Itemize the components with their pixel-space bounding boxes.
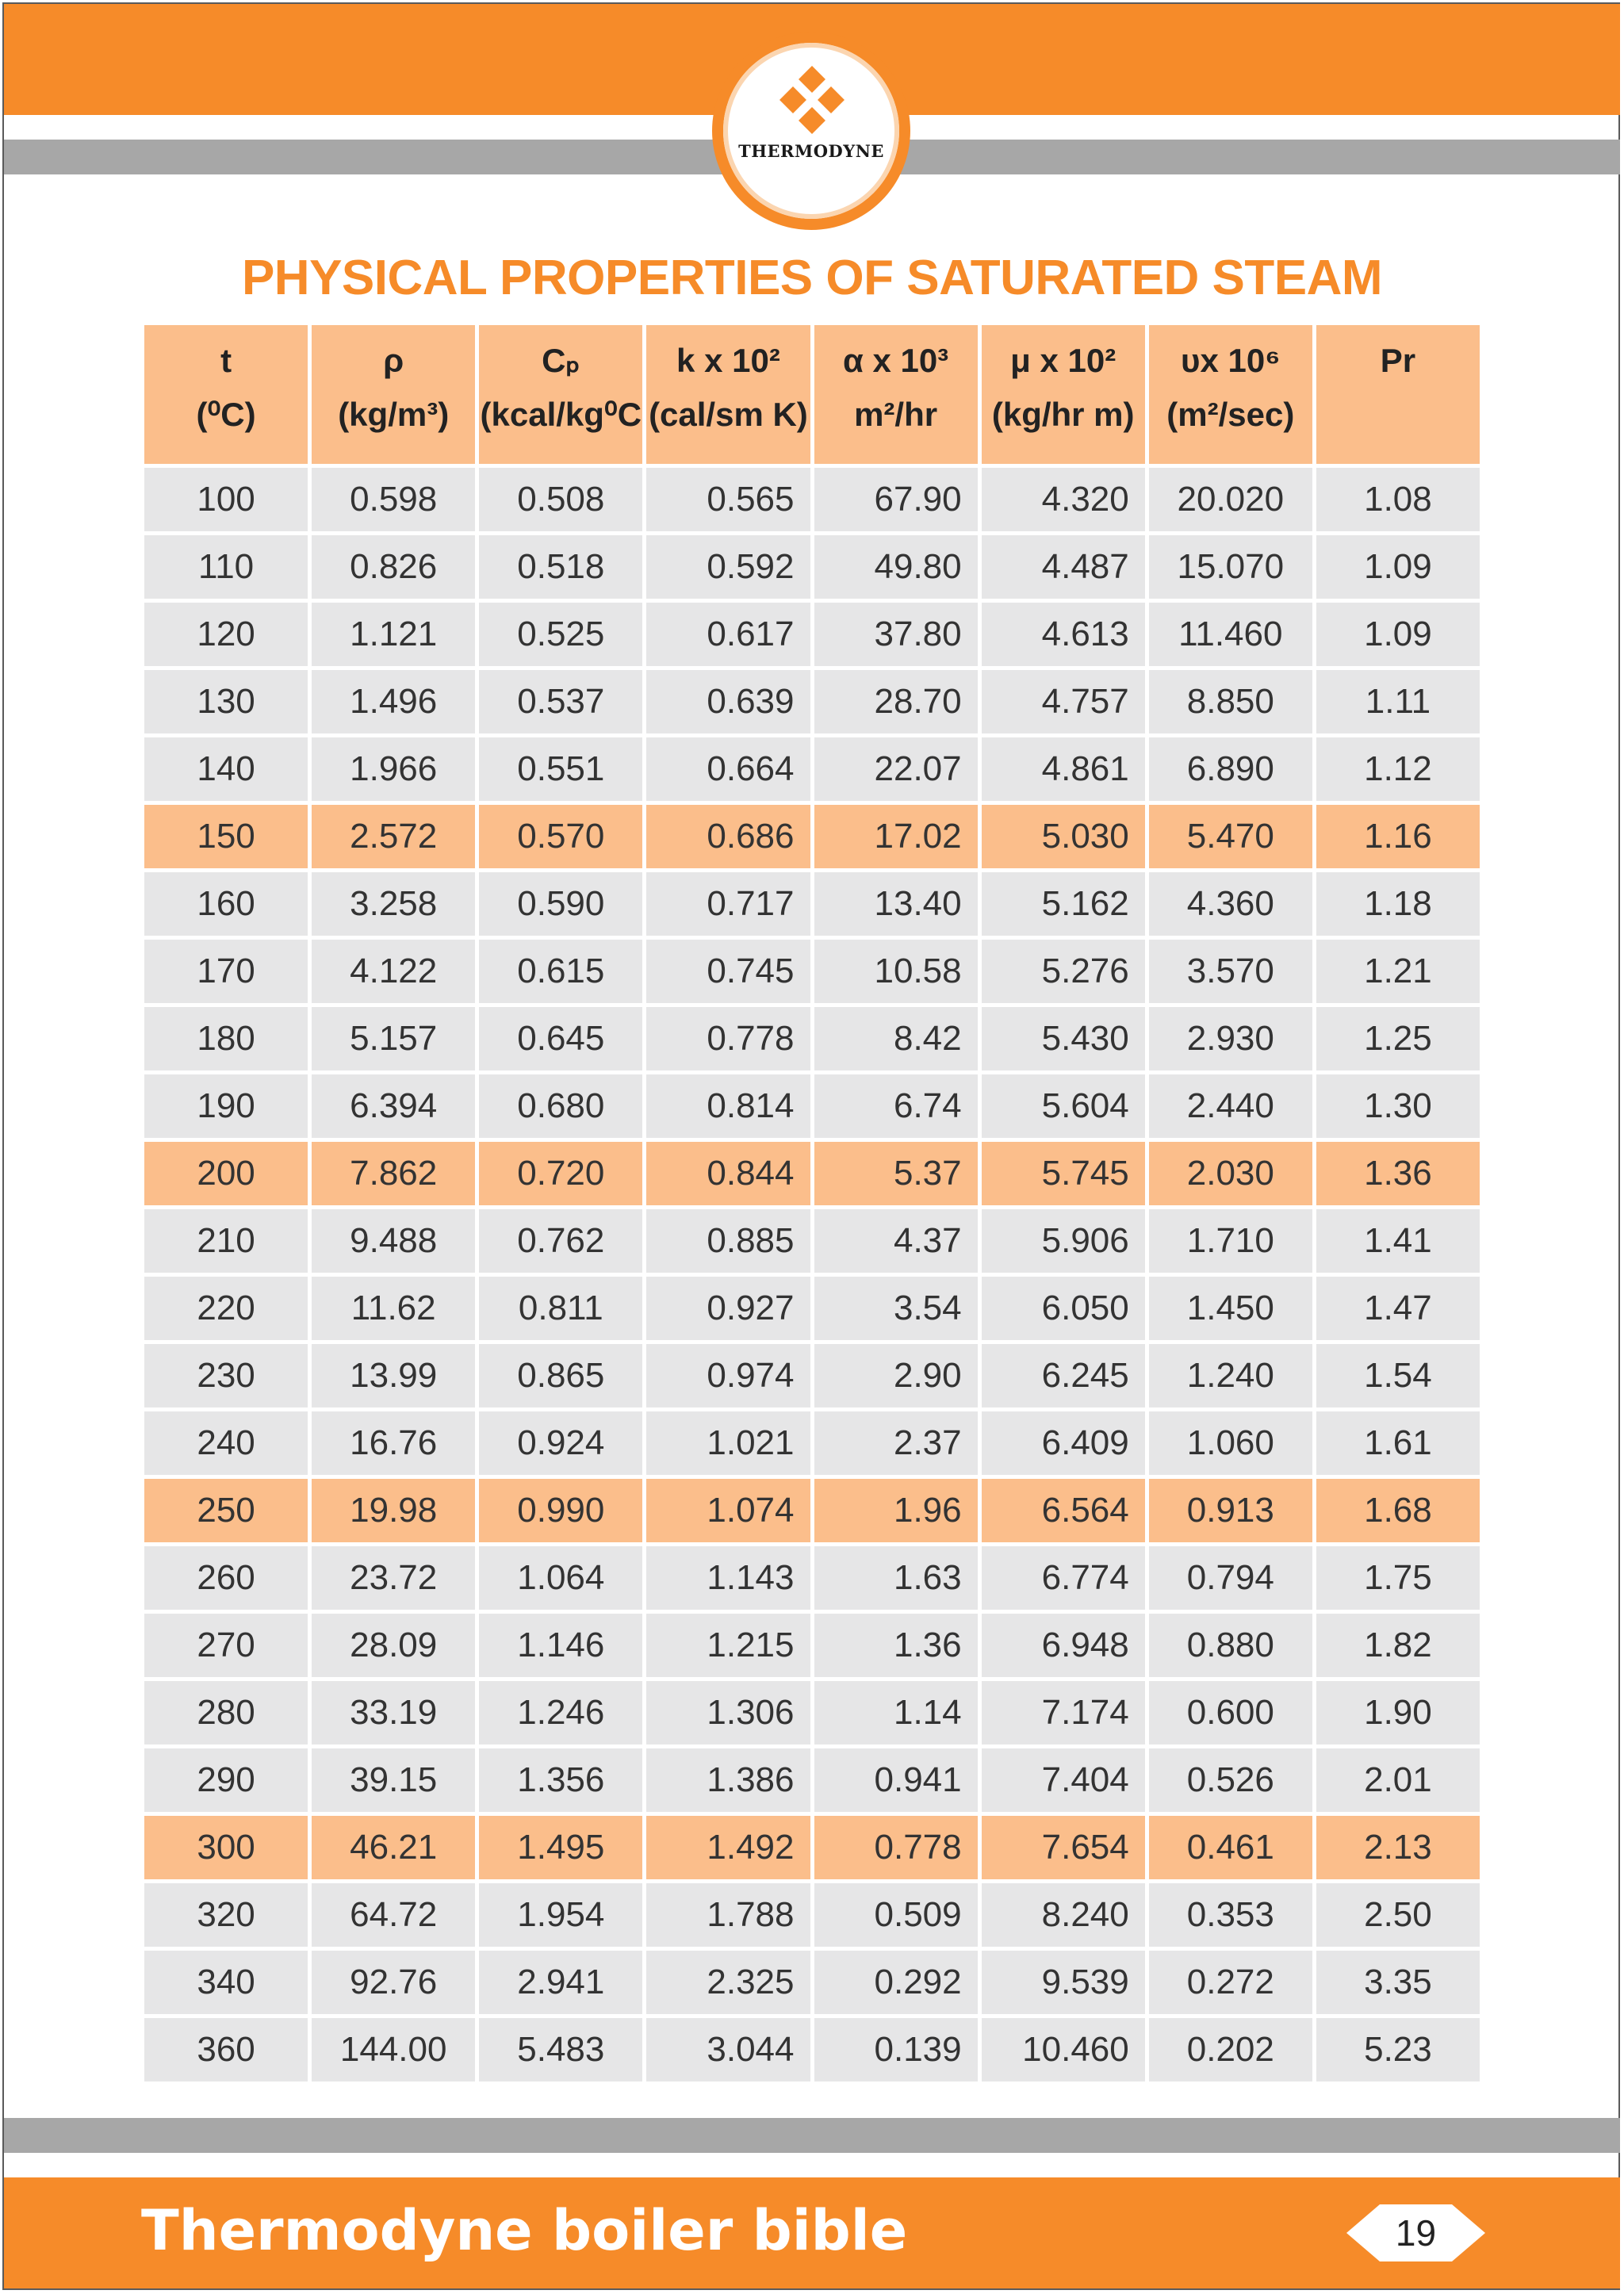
table-cell: 150 [144, 805, 308, 868]
table-cell: 3.044 [646, 2018, 810, 2081]
table-cell: 1.306 [646, 1681, 810, 1744]
table-row [144, 1546, 1480, 1610]
table-cell: 49.80 [814, 535, 978, 599]
table-cell: 0.202 [1149, 2018, 1312, 2081]
table-cell: 6.948 [982, 1614, 1145, 1677]
table-cell: 130 [144, 670, 308, 733]
column-header [646, 325, 810, 464]
table-cell: 2.90 [814, 1344, 978, 1407]
table-cell: 0.598 [312, 468, 475, 531]
table-cell: 64.72 [312, 1883, 475, 1947]
column-header-symbol: Pr [1380, 342, 1416, 379]
table-row [144, 1142, 1480, 1205]
table-cell: 92.76 [312, 1951, 475, 2014]
column-header-symbol: ρ [383, 342, 404, 379]
table-cell: 0.794 [1149, 1546, 1312, 1610]
table-cell: 17.02 [814, 805, 978, 868]
table-cell: 0.645 [479, 1007, 642, 1070]
table-cell: 46.21 [312, 1816, 475, 1879]
table-row [144, 1951, 1480, 2014]
table-cell: 16.76 [312, 1411, 475, 1475]
table-cell: 0.778 [646, 1007, 810, 1070]
table-cell: 0.990 [479, 1479, 642, 1542]
table-row [144, 468, 1480, 531]
column-header-unit: (cal/sm K) [649, 396, 808, 433]
table-cell: 0.551 [479, 737, 642, 801]
table-cell: 0.826 [312, 535, 475, 599]
table-cell: 0.927 [646, 1277, 810, 1340]
table-cell: 1.25 [1316, 1007, 1480, 1070]
table-cell: 4.487 [982, 535, 1145, 599]
table-cell: 100 [144, 468, 308, 531]
table-cell: 290 [144, 1748, 308, 1812]
table-cell: 5.157 [312, 1007, 475, 1070]
table-cell: 33.19 [312, 1681, 475, 1744]
table-cell: 0.565 [646, 468, 810, 531]
table-cell: 0.615 [479, 940, 642, 1003]
table-row [144, 1277, 1480, 1340]
column-header-symbol: k x 10² [676, 342, 780, 379]
column-header-symbol: μ x 10² [1010, 342, 1116, 379]
table-cell: 6.245 [982, 1344, 1145, 1407]
table-cell: 0.811 [479, 1277, 642, 1340]
table-cell: 1.492 [646, 1816, 810, 1879]
table-cell: 67.90 [814, 468, 978, 531]
table-cell: 1.074 [646, 1479, 810, 1542]
table-cell: 1.36 [1316, 1142, 1480, 1205]
table-cell: 1.060 [1149, 1411, 1312, 1475]
table-cell: 3.258 [312, 872, 475, 936]
table-row [144, 670, 1480, 733]
table-cell: 2.01 [1316, 1748, 1480, 1812]
table-cell: 0.139 [814, 2018, 978, 2081]
table-cell: 1.16 [1316, 805, 1480, 868]
table-cell: 1.96 [814, 1479, 978, 1542]
table-cell: 1.143 [646, 1546, 810, 1610]
table-cell: 2.930 [1149, 1007, 1312, 1070]
table-cell: 1.215 [646, 1614, 810, 1677]
table-cell: 1.496 [312, 670, 475, 733]
table-row [144, 1681, 1480, 1744]
table-row [144, 1883, 1480, 1947]
table-cell: 1.41 [1316, 1209, 1480, 1273]
table-row [144, 1411, 1480, 1475]
table-cell: 10.460 [982, 2018, 1145, 2081]
table-cell: 0.600 [1149, 1681, 1312, 1744]
table-cell: 0.592 [646, 535, 810, 599]
table-cell: 2.50 [1316, 1883, 1480, 1947]
table-cell: 4.757 [982, 670, 1145, 733]
table-cell: 1.54 [1316, 1344, 1480, 1407]
table-cell: 28.09 [312, 1614, 475, 1677]
table-cell: 1.240 [1149, 1344, 1312, 1407]
table-cell: 1.08 [1316, 468, 1480, 531]
column-header [144, 325, 308, 464]
table-cell: 0.762 [479, 1209, 642, 1273]
table-cell: 1.09 [1316, 535, 1480, 599]
table-cell: 7.654 [982, 1816, 1145, 1879]
table-cell: 1.21 [1316, 940, 1480, 1003]
table-cell: 140 [144, 737, 308, 801]
table-cell: 20.020 [1149, 468, 1312, 531]
table-cell: 1.75 [1316, 1546, 1480, 1610]
table-row [144, 1614, 1480, 1677]
table-cell: 5.23 [1316, 2018, 1480, 2081]
table-body [144, 468, 1480, 2081]
table-cell: 1.90 [1316, 1681, 1480, 1744]
table-cell: 2.325 [646, 1951, 810, 2014]
table-cell: 28.70 [814, 670, 978, 733]
table-row [144, 940, 1480, 1003]
table-cell: 4.37 [814, 1209, 978, 1273]
table-cell: 1.61 [1316, 1411, 1480, 1475]
table-cell: 3.570 [1149, 940, 1312, 1003]
table-cell: 2.440 [1149, 1074, 1312, 1138]
table-cell: 5.37 [814, 1142, 978, 1205]
table-cell: 0.617 [646, 603, 810, 666]
table-cell: 5.745 [982, 1142, 1145, 1205]
table-cell: 1.11 [1316, 670, 1480, 733]
table-cell: 1.246 [479, 1681, 642, 1744]
table-cell: 0.508 [479, 468, 642, 531]
table-cell: 1.788 [646, 1883, 810, 1947]
table-cell: 250 [144, 1479, 308, 1542]
table-cell: 0.537 [479, 670, 642, 733]
table-cell: 0.461 [1149, 1816, 1312, 1879]
table-cell: 2.13 [1316, 1816, 1480, 1879]
table-cell: 10.58 [814, 940, 978, 1003]
table-cell: 19.98 [312, 1479, 475, 1542]
column-header-unit: (m²/sec) [1166, 396, 1295, 433]
table-cell: 5.470 [1149, 805, 1312, 868]
column-header [1316, 325, 1480, 464]
table-cell: 1.146 [479, 1614, 642, 1677]
table-cell: 9.539 [982, 1951, 1145, 2014]
table-cell: 8.42 [814, 1007, 978, 1070]
table-cell: 2.941 [479, 1951, 642, 2014]
table-cell: 1.30 [1316, 1074, 1480, 1138]
table-cell: 270 [144, 1614, 308, 1677]
table-cell: 0.353 [1149, 1883, 1312, 1947]
table-cell: 6.774 [982, 1546, 1145, 1610]
table-cell: 5.276 [982, 940, 1145, 1003]
table-cell: 23.72 [312, 1546, 475, 1610]
table-cell: 0.664 [646, 737, 810, 801]
table-cell: 0.717 [646, 872, 810, 936]
table-cell: 1.12 [1316, 737, 1480, 801]
table-cell: 5.162 [982, 872, 1145, 936]
table-row [144, 805, 1480, 868]
table-cell: 0.865 [479, 1344, 642, 1407]
table-cell: 1.68 [1316, 1479, 1480, 1542]
column-header-unit: (kcal/kg⁰C [480, 396, 642, 433]
table-row [144, 1479, 1480, 1542]
table-cell: 37.80 [814, 603, 978, 666]
table-cell: 0.745 [646, 940, 810, 1003]
table-cell: 7.174 [982, 1681, 1145, 1744]
table-cell: 200 [144, 1142, 308, 1205]
steam-properties-table [140, 321, 1484, 2085]
table-cell: 15.070 [1149, 535, 1312, 599]
table-cell: 0.974 [646, 1344, 810, 1407]
table-row [144, 1209, 1480, 1273]
table-cell: 6.409 [982, 1411, 1145, 1475]
table-cell: 180 [144, 1007, 308, 1070]
table-row [144, 535, 1480, 599]
table-cell: 1.63 [814, 1546, 978, 1610]
table-cell: 1.09 [1316, 603, 1480, 666]
table-cell: 13.40 [814, 872, 978, 936]
table-cell: 11.460 [1149, 603, 1312, 666]
table-cell: 0.844 [646, 1142, 810, 1205]
table-cell: 9.488 [312, 1209, 475, 1273]
table-cell: 0.525 [479, 603, 642, 666]
table-cell: 1.36 [814, 1614, 978, 1677]
table-cell: 22.07 [814, 737, 978, 801]
table-cell: 5.906 [982, 1209, 1145, 1273]
table-cell: 39.15 [312, 1748, 475, 1812]
table-cell: 1.356 [479, 1748, 642, 1812]
table-cell: 1.450 [1149, 1277, 1312, 1340]
table-cell: 3.35 [1316, 1951, 1480, 2014]
table-cell: 190 [144, 1074, 308, 1138]
table-cell: 1.14 [814, 1681, 978, 1744]
table-cell: 170 [144, 940, 308, 1003]
table-cell: 5.483 [479, 2018, 642, 2081]
column-header-unit: (kg/hr m) [991, 396, 1135, 433]
column-header [479, 325, 642, 464]
table-cell: 0.941 [814, 1748, 978, 1812]
table-cell: 340 [144, 1951, 308, 2014]
table-row [144, 1816, 1480, 1879]
table-cell: 210 [144, 1209, 308, 1273]
table-row [144, 737, 1480, 801]
table-cell: 7.862 [312, 1142, 475, 1205]
table-cell: 1.82 [1316, 1614, 1480, 1677]
table-cell: 6.394 [312, 1074, 475, 1138]
table-cell: 4.360 [1149, 872, 1312, 936]
table-cell: 0.880 [1149, 1614, 1312, 1677]
table-cell: 2.37 [814, 1411, 978, 1475]
table-row [144, 2018, 1480, 2081]
table-cell: 1.021 [646, 1411, 810, 1475]
column-header-unit: (kg/m³) [338, 396, 450, 433]
table-cell: 280 [144, 1681, 308, 1744]
table-cell: 1.386 [646, 1748, 810, 1812]
table-cell: 240 [144, 1411, 308, 1475]
table-cell: 6.74 [814, 1074, 978, 1138]
table-row [144, 1344, 1480, 1407]
table-cell: 0.680 [479, 1074, 642, 1138]
table-cell: 300 [144, 1816, 308, 1879]
table-cell: 6.890 [1149, 737, 1312, 801]
footer-gray-band [4, 2118, 1620, 2153]
table-cell: 1.47 [1316, 1277, 1480, 1340]
table-cell: 5.430 [982, 1007, 1145, 1070]
table-row [144, 872, 1480, 936]
column-header [982, 325, 1145, 464]
column-header-symbol: Cₚ [542, 342, 580, 379]
logo-text: THERMODYNE [738, 141, 884, 161]
table-cell: 5.030 [982, 805, 1145, 868]
table-cell: 8.240 [982, 1883, 1145, 1947]
table-cell: 0.292 [814, 1951, 978, 2014]
table-cell: 6.564 [982, 1479, 1145, 1542]
table-cell: 5.604 [982, 1074, 1145, 1138]
column-header-unit: m²/hr [854, 396, 938, 433]
table-cell: 0.686 [646, 805, 810, 868]
table-cell: 0.814 [646, 1074, 810, 1138]
table-cell: 2.572 [312, 805, 475, 868]
page-number: 19 [1395, 2212, 1437, 2254]
table-cell: 1.121 [312, 603, 475, 666]
table-cell: 0.720 [479, 1142, 642, 1205]
table-cell: 1.966 [312, 737, 475, 801]
table-cell: 0.272 [1149, 1951, 1312, 2014]
table-header-row [144, 325, 1480, 464]
column-header-unit [1316, 390, 1480, 439]
table-cell: 0.639 [646, 670, 810, 733]
table-cell: 160 [144, 872, 308, 936]
table-cell: 0.570 [479, 805, 642, 868]
column-header-unit: (⁰C) [196, 396, 256, 433]
table-cell: 0.885 [646, 1209, 810, 1273]
table-cell: 220 [144, 1277, 308, 1340]
table-cell: 1.954 [479, 1883, 642, 1947]
table-cell: 1.710 [1149, 1209, 1312, 1273]
table-cell: 4.320 [982, 468, 1145, 531]
table-cell: 2.030 [1149, 1142, 1312, 1205]
table-cell: 320 [144, 1883, 308, 1947]
table-cell: 260 [144, 1546, 308, 1610]
table-cell: 3.54 [814, 1277, 978, 1340]
table-cell: 230 [144, 1344, 308, 1407]
table-cell: 360 [144, 2018, 308, 2081]
column-header [814, 325, 978, 464]
table-cell: 1.18 [1316, 872, 1480, 936]
table-cell: 0.590 [479, 872, 642, 936]
table-cell: 11.62 [312, 1277, 475, 1340]
table-cell: 0.526 [1149, 1748, 1312, 1812]
column-header-symbol: t [220, 342, 232, 379]
table-cell: 1.064 [479, 1546, 642, 1610]
table-cell: 1.495 [479, 1816, 642, 1879]
table-row [144, 603, 1480, 666]
table-row [144, 1007, 1480, 1070]
column-header [1149, 325, 1312, 464]
footer-title: Thermodyne boiler bible [141, 2198, 908, 2263]
table-cell: 6.050 [982, 1277, 1145, 1340]
table-cell: 4.861 [982, 737, 1145, 801]
table-row [144, 1074, 1480, 1138]
table-cell: 13.99 [312, 1344, 475, 1407]
table-cell: 4.122 [312, 940, 475, 1003]
column-header-symbol: υx 10⁶ [1181, 342, 1281, 379]
table-cell: 8.850 [1149, 670, 1312, 733]
table-cell: 110 [144, 535, 308, 599]
column-header [312, 325, 475, 464]
table-cell: 0.509 [814, 1883, 978, 1947]
page-title: PHYSICAL PROPERTIES OF SATURATED STEAM [241, 251, 1383, 305]
table-cell: 7.404 [982, 1748, 1145, 1812]
column-header-symbol: α x 10³ [842, 342, 949, 379]
table-cell: 4.613 [982, 603, 1145, 666]
table-cell: 0.913 [1149, 1479, 1312, 1542]
table-cell: 0.924 [479, 1411, 642, 1475]
table-cell: 0.778 [814, 1816, 978, 1879]
table-cell: 120 [144, 603, 308, 666]
table-row [144, 1748, 1480, 1812]
table-cell: 144.00 [312, 2018, 475, 2081]
table-cell: 0.518 [479, 535, 642, 599]
